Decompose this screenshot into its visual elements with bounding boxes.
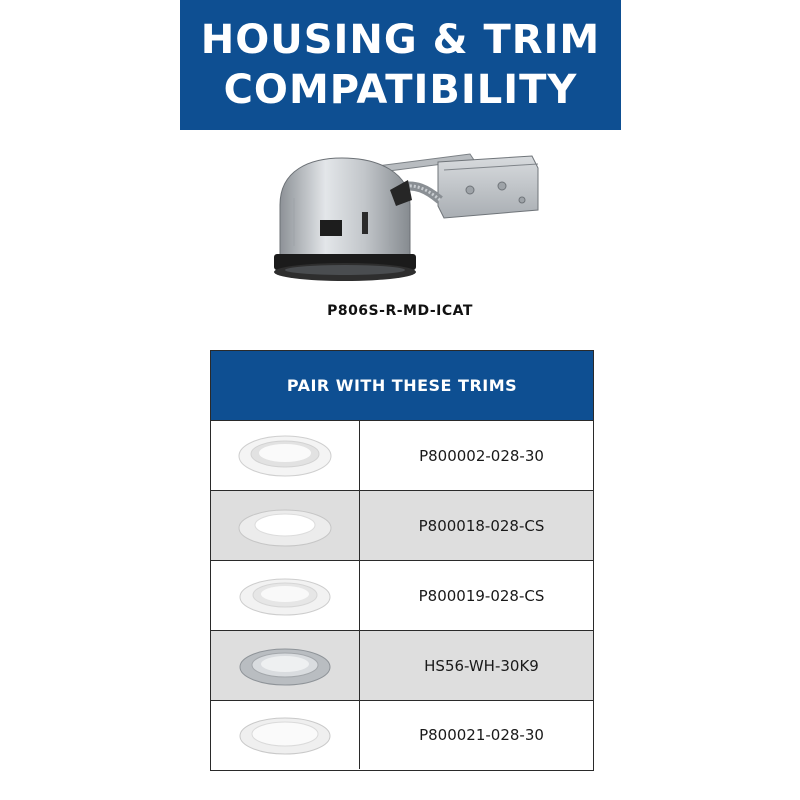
trim-compatibility-table [210,350,594,771]
trim-sku: P800021-028-30 [419,726,544,744]
trim-image-cell [211,421,360,490]
white-flat-trim-icon [237,574,333,618]
table-row [211,561,593,631]
trim-image-cell [211,631,360,700]
title-banner [180,0,621,130]
table-header: PAIR WITH THESE TRIMS [211,351,593,421]
trim-sku: P800002-028-30 [419,446,544,465]
trim-image-cell [211,491,360,560]
banner-title-line-2: COMPATIBILITY [223,67,578,113]
housing-model-label: P806S-R-MD-ICAT [327,303,473,319]
trim-sku: P800019-028-CS [418,586,545,605]
trim-sku: HS56-WH-30K9 [424,656,539,675]
trim-image-cell [211,561,360,630]
satin-nickel-trim-icon [237,644,333,688]
recessed-housing-icon [270,150,550,290]
table-row [211,421,593,491]
table-row [211,631,593,701]
trim-sku: P800018-028-CS [418,516,545,535]
white-baffle-trim-icon [237,434,333,478]
table-row [211,701,593,769]
banner-title-line-1: HOUSING & TRIM [200,17,601,63]
trim-image-cell [211,701,360,769]
table-row [211,491,593,561]
white-domed-trim-icon [237,504,333,548]
white-smooth-trim-icon [237,713,333,757]
housing-product-image [270,150,550,290]
